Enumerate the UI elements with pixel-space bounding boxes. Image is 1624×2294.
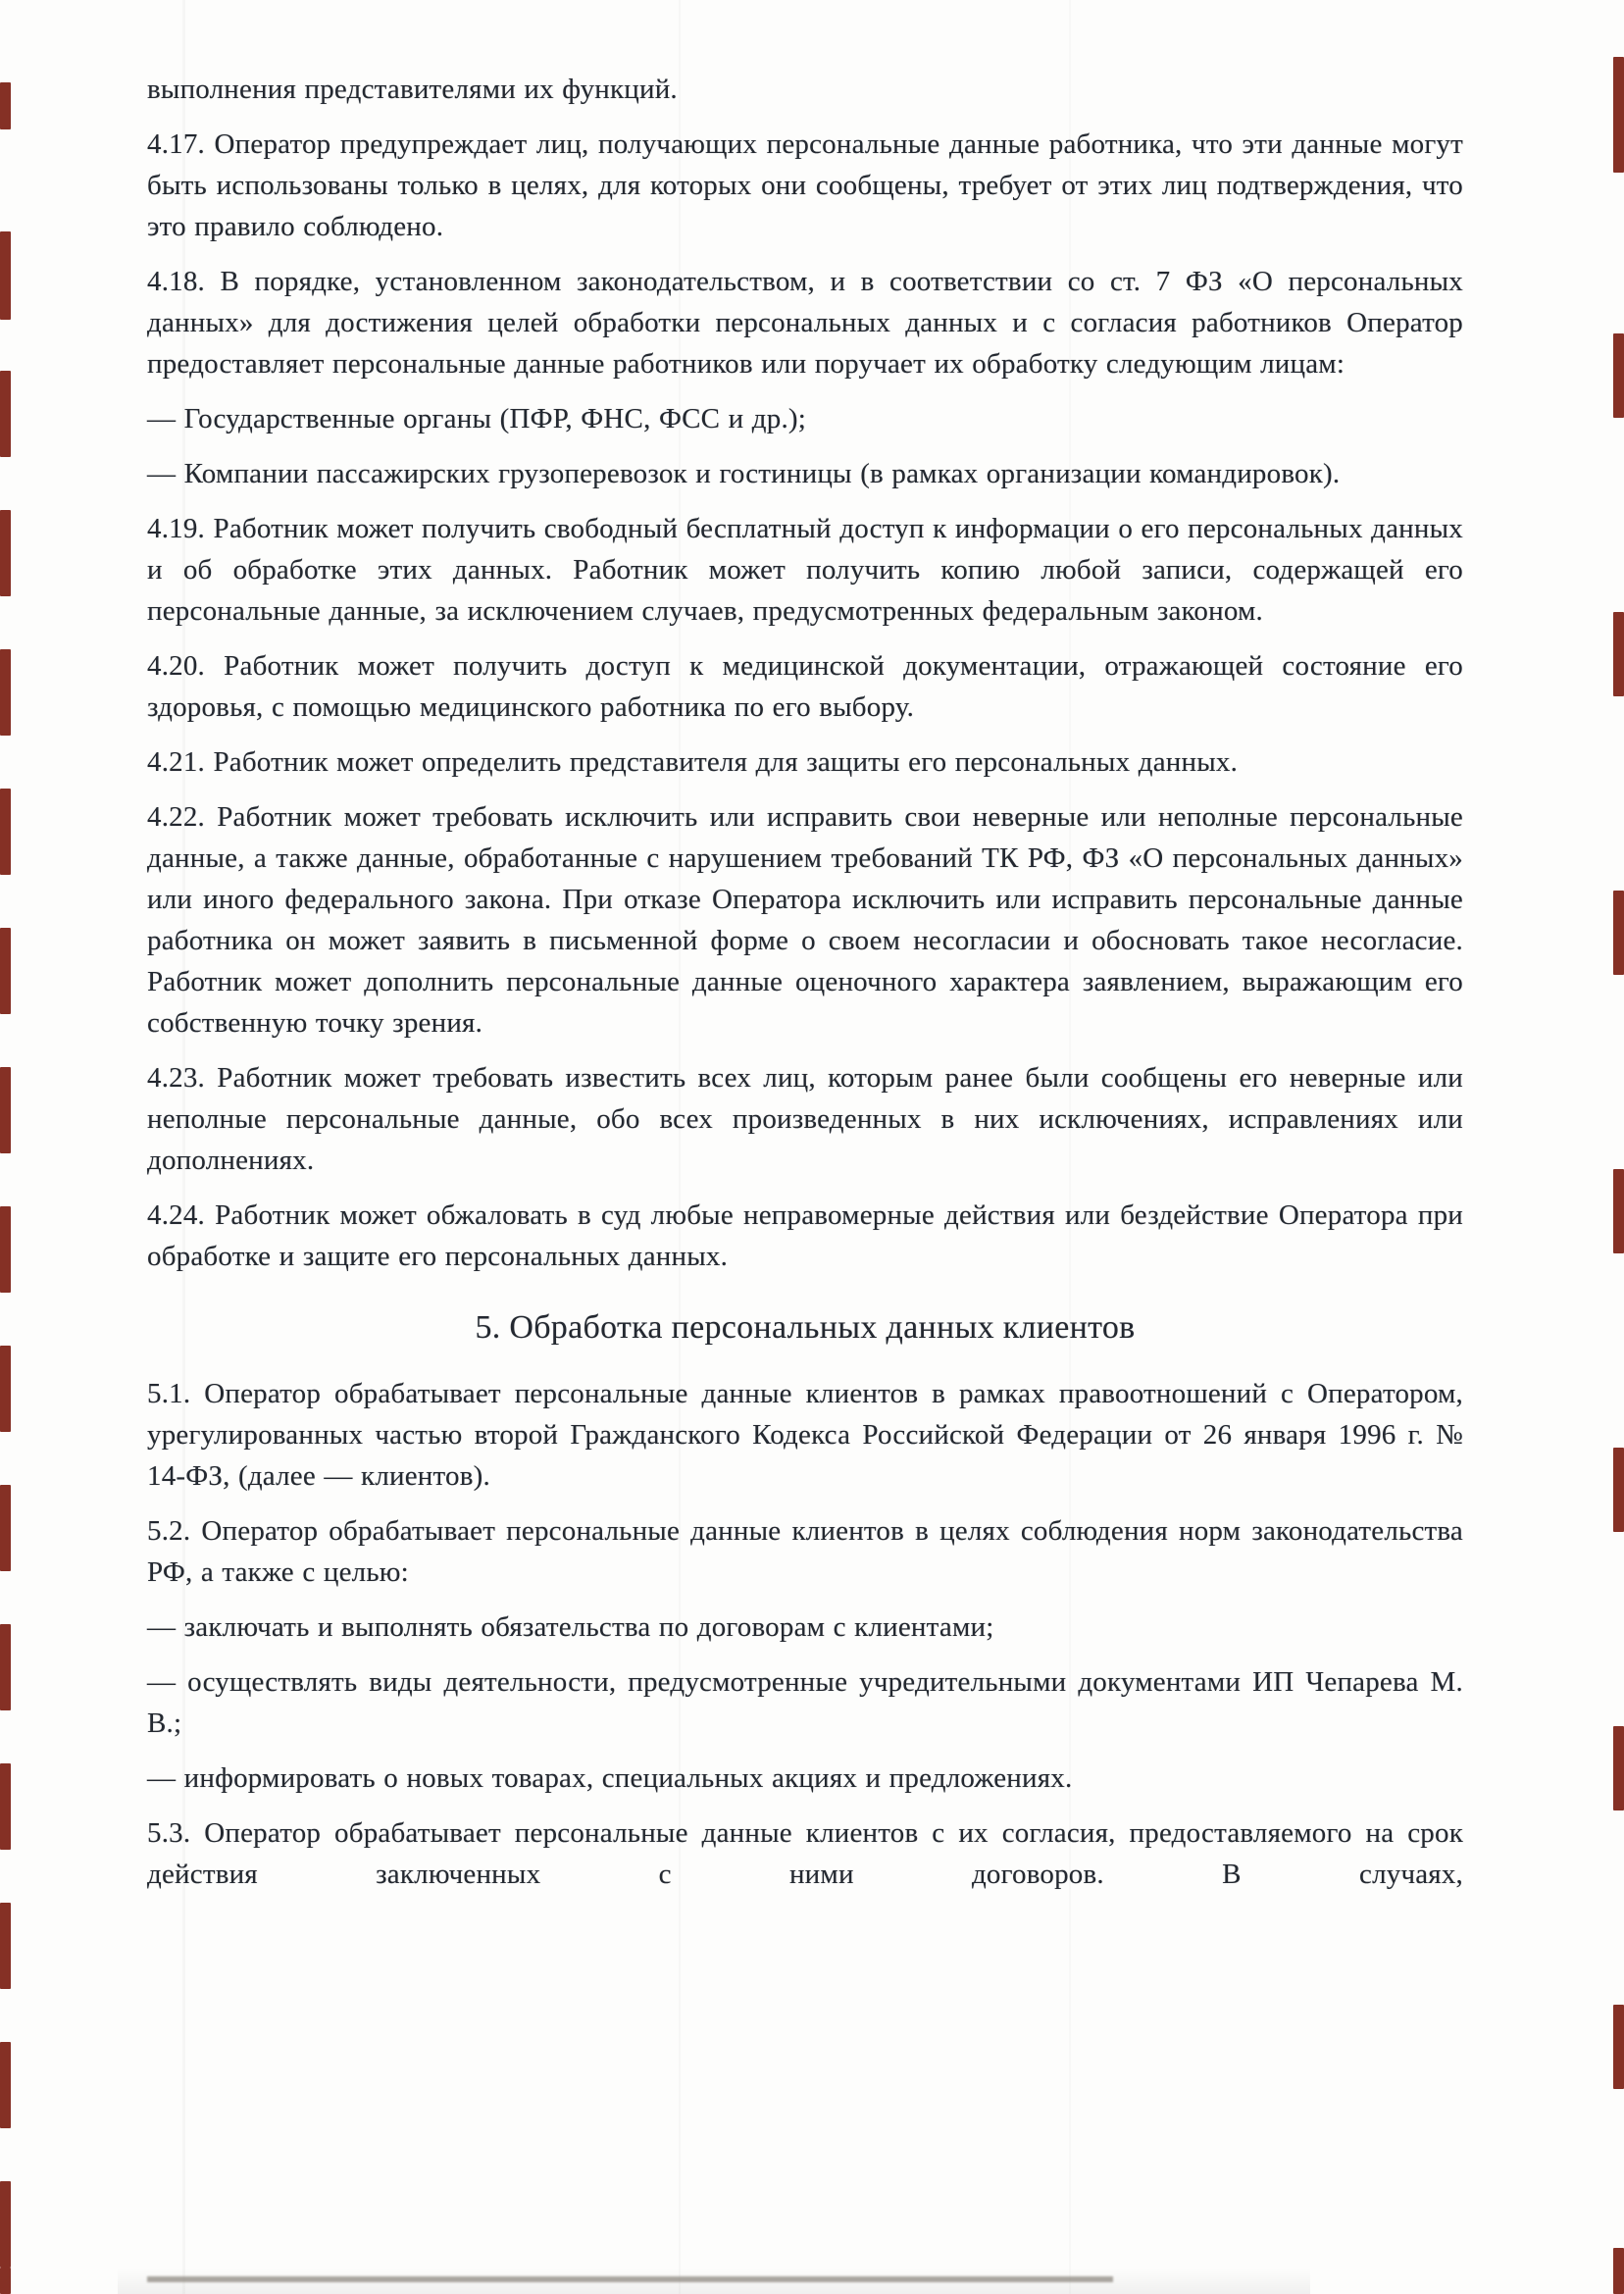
scan-edge-mark <box>1613 1169 1624 1253</box>
scan-edge-mark <box>0 2181 11 2268</box>
scan-edge-mark <box>1613 57 1624 173</box>
scan-edge-mark <box>1613 333 1624 418</box>
paragraph-4-22: 4.22. Работник может требовать исключить или исправить свои неверные или неполные персональные данные, а также данные, обработанные с нарушением требований ТК РФ, ФЗ «О персональных данных» или иного федерального закона. При отказе Оператора исключить или исправить персональные данные работника он может заявить в письменной форме о своем несогласии и обосновать такое несогласие. Работник может дополнить персональные данные оценочного характера заявлением, выражающим его собственную точку зрения. <box>147 801 1463 1039</box>
scan-edge-mark <box>0 82 11 129</box>
list-item-inform: — информировать о новых товарах, специальных акциях и предложениях. <box>147 1762 1073 1794</box>
scan-edge-mark <box>1613 2248 1624 2294</box>
scan-edge-mark <box>0 1485 11 1571</box>
scan-edge-mark <box>0 928 11 1014</box>
scan-edge-mark <box>1613 1448 1624 1532</box>
paragraph-4-24: 4.24. Работник может обжаловать в суд любые неправомерные действия или бездействие Оператора при обработке и защите его персональных данных. <box>147 1199 1463 1272</box>
paragraph-4-20: 4.20. Работник может получить доступ к медицинской документации, отражающей состояние его здоровья, с помощью медицинского работника по его выбору. <box>147 650 1463 723</box>
list-item-activities: — осуществлять виды деятельности, предусмотренные учредительными документами ИП Чепарева М. В.; <box>147 1666 1463 1739</box>
paragraph-4-21: 4.21. Работник может определить представителя для защиты его персональных данных. <box>147 746 1239 778</box>
scan-edge-mark <box>0 371 11 457</box>
scan-edge-mark <box>0 2042 11 2128</box>
scan-edge-mark <box>0 1903 11 1989</box>
paragraph-4-18: 4.18. В порядке, установленном законодательством, и в соответствии со ст. 7 ФЗ «О персональных данных» для достижения целей обработки персональных данных и с согласия работников Оператор предоставляет персональные данные работников или поручает их обработку следующим лицам: <box>147 266 1463 380</box>
document-body <box>147 69 1463 1909</box>
scan-edge-mark <box>0 789 11 875</box>
scan-edge-mark <box>0 510 11 596</box>
section-heading-5: 5. Обработка персональных данных клиентов <box>475 1309 1136 1346</box>
scan-edge-mark <box>0 1206 11 1293</box>
paragraph-4-17: 4.17. Оператор предупреждает лиц, получающих персональные данные работника, что эти данные могут быть использованы только в целях, для которых они сообщены, требует от этих лиц подтверждения, что это правило соблюдено. <box>147 128 1463 242</box>
scan-edge-mark <box>1613 612 1624 696</box>
scan-edge-mark <box>0 1763 11 1850</box>
paragraph-4-19: 4.19. Работник может получить свободный бесплатный доступ к информации о его персональных данных и об обработке этих данных. Работник может получить копию любой записи, содержащей его персональные данные, за исключением случаев, предусмотренных федеральным законом. <box>147 513 1463 627</box>
paragraph-4-23: 4.23. Работник может требовать известить всех лиц, которым ранее были сообщены его неверные или неполные персональные данные, обо всех произведенных в них исключениях, исправлениях или дополнениях. <box>147 1062 1463 1176</box>
scan-edge-mark <box>0 1067 11 1153</box>
scan-edge-mark <box>1613 2005 1624 2089</box>
scan-bottom-line <box>147 2276 1113 2282</box>
paragraph-5-2: 5.2. Оператор обрабатывает персональные данные клиентов в целях соблюдения норм законодательства РФ, а также с целью: <box>147 1515 1463 1588</box>
scan-edge-mark <box>1613 891 1624 975</box>
paragraph-continuation: выполнения представителями их функций. <box>147 74 678 105</box>
scan-bottom-shadow <box>118 2269 1310 2294</box>
list-item-contracts: — заключать и выполнять обязательства по договорам с клиентами; <box>147 1611 994 1643</box>
scan-edge-mark <box>0 2268 11 2294</box>
scan-edge-mark <box>1613 1726 1624 1810</box>
scan-edge-mark <box>0 1624 11 1710</box>
scan-edge-mark <box>0 231 11 320</box>
scan-edge-mark <box>0 649 11 736</box>
paragraph-5-3: 5.3. Оператор обрабатывает персональные данные клиентов с их согласия, предоставляемого на срок действия заключенных с ними договоров. В случаях, <box>147 1817 1463 1890</box>
list-item-state-bodies: — Государственные органы (ПФР, ФНС, ФСС и др.); <box>147 403 807 434</box>
scan-edge-mark <box>0 1346 11 1432</box>
paragraph-5-1: 5.1. Оператор обрабатывает персональные данные клиентов в рамках правоотношений с Оператором, урегулированных частью второй Гражданского Кодекса Российской Федерации от 26 января 1996 г. № 14-ФЗ, (далее — клиентов). <box>147 1378 1463 1492</box>
list-item-transport-companies: — Компании пассажирских грузоперевозок и гостиницы (в рамках организации командировок). <box>147 458 1341 489</box>
